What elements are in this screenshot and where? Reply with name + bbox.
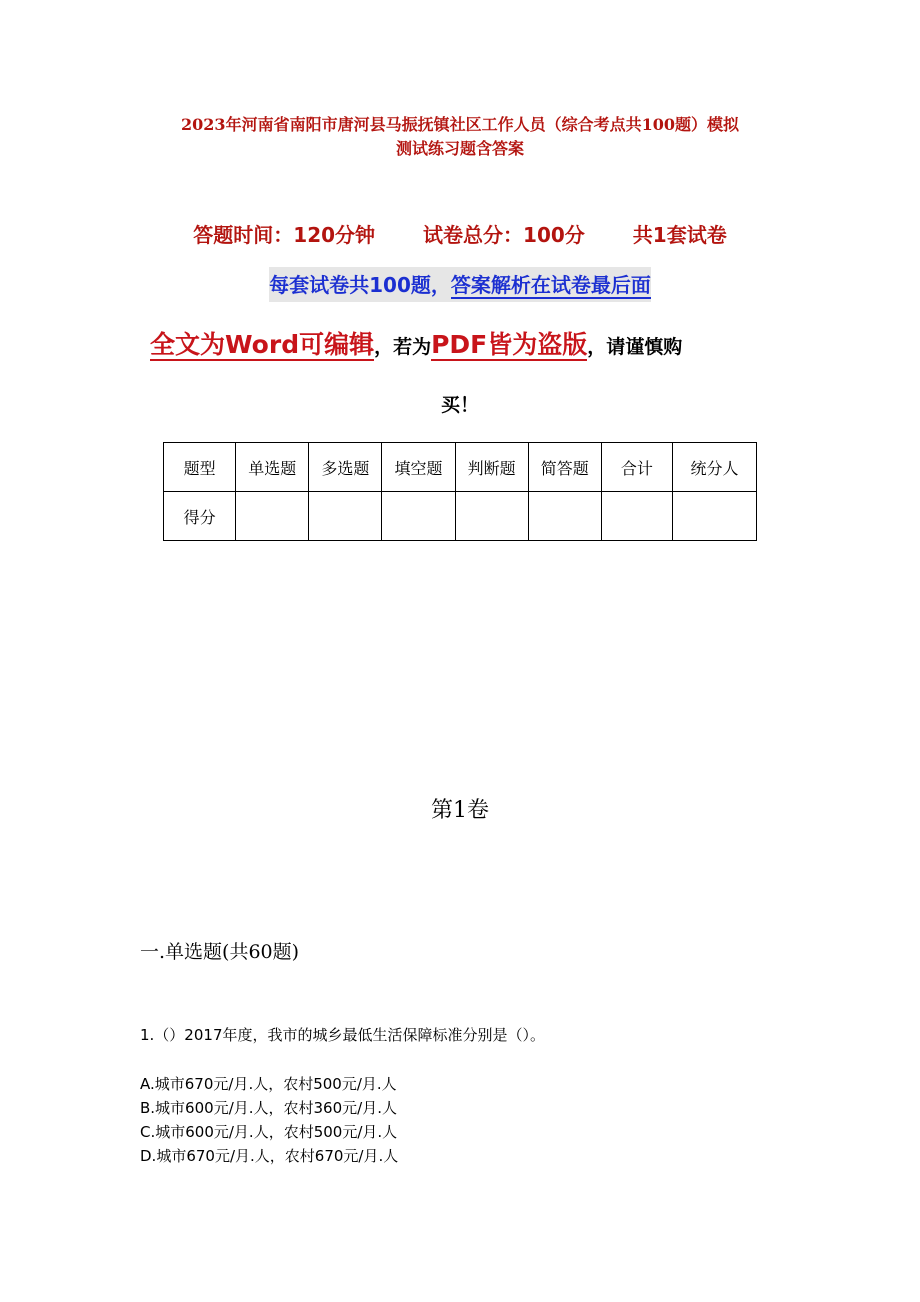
warning-word-editable: 全文为Word可编辑 bbox=[150, 330, 375, 359]
copyright-warning bbox=[150, 325, 790, 368]
warning-caution: ，请谨慎购 bbox=[587, 336, 683, 358]
header-cell-single-choice: 单选题 bbox=[236, 443, 309, 492]
option-a[interactable]: A.城市670元/月.人，农村500元/月.人 bbox=[140, 1075, 397, 1093]
header-cell-short-answer: 简答题 bbox=[528, 443, 601, 492]
score-cell[interactable] bbox=[455, 492, 528, 541]
document-title-line1: 2023年河南省南阳市唐河县马振抚镇社区工作人员（综合考点共100题）模拟 bbox=[181, 115, 739, 134]
option-d[interactable]: D.城市670元/月.人，农村670元/月.人 bbox=[140, 1147, 399, 1165]
info-line bbox=[0, 267, 920, 302]
info-answer-location: 答案解析在试卷最后面 bbox=[450, 273, 651, 297]
document-title-line2: 测试练习题含答案 bbox=[395, 139, 524, 158]
warning-end: 买！ bbox=[440, 394, 479, 416]
header-cell-total: 合计 bbox=[601, 443, 672, 492]
score-cell[interactable] bbox=[601, 492, 672, 541]
info-highlight bbox=[269, 267, 651, 302]
header-cell-multiple-choice: 多选题 bbox=[309, 443, 382, 492]
score-cell[interactable] bbox=[309, 492, 382, 541]
header-cell-true-false: 判断题 bbox=[455, 443, 528, 492]
score-table-header-row bbox=[164, 443, 757, 492]
question-options bbox=[140, 1072, 398, 1168]
option-c[interactable]: C.城市600元/月.人，农村500元/月.人 bbox=[140, 1123, 398, 1141]
score-cell[interactable] bbox=[672, 492, 756, 541]
option-b[interactable]: B.城市600元/月.人，农村360元/月.人 bbox=[140, 1099, 397, 1117]
header-cell-fill-blank: 填空题 bbox=[382, 443, 455, 492]
question-text: 1.（）2017年度，我市的城乡最低生活保障标准分别是（）。 bbox=[140, 1026, 545, 1044]
score-table-score-row bbox=[164, 492, 757, 541]
score-cell[interactable] bbox=[528, 492, 601, 541]
exam-total-score: 试卷总分：100分 bbox=[423, 223, 585, 247]
score-table bbox=[163, 442, 757, 541]
header-cell-type: 题型 bbox=[164, 443, 236, 492]
score-row-label: 得分 bbox=[164, 492, 236, 541]
warning-connector: ，若为 bbox=[374, 336, 432, 358]
exam-set-count: 共1套试卷 bbox=[632, 223, 727, 247]
volume-heading: 第1卷 bbox=[431, 798, 489, 823]
exam-meta-line bbox=[0, 219, 920, 248]
warning-pdf-piracy: PDF皆为盗版 bbox=[431, 330, 588, 359]
document-title bbox=[120, 113, 800, 161]
header-cell-scorer: 统分人 bbox=[672, 443, 756, 492]
section-heading: 一.单选题(共60题) bbox=[140, 941, 300, 963]
info-question-count: 每套试卷共100题， bbox=[269, 273, 451, 297]
score-cell[interactable] bbox=[382, 492, 455, 541]
exam-time: 答题时间：120分钟 bbox=[193, 223, 376, 247]
score-cell[interactable] bbox=[236, 492, 309, 541]
